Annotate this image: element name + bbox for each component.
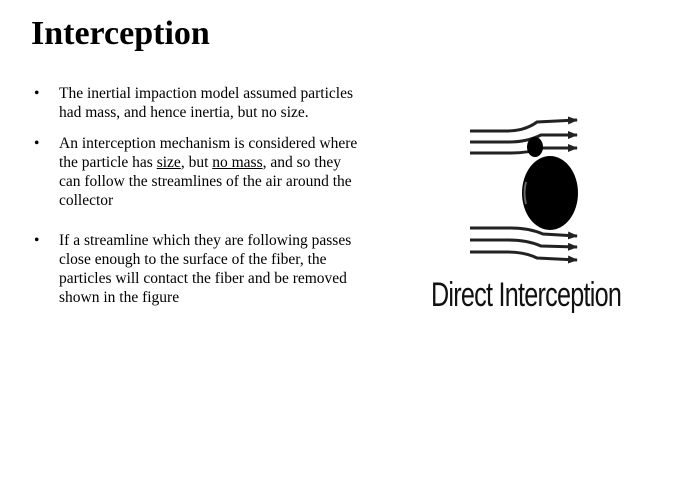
figure-caption: Direct Interception xyxy=(431,276,622,314)
bullet-text-part: An interception mechanism is considered where the particle has xyxy=(59,135,358,171)
bullet-list xyxy=(34,84,364,307)
bullet-text-part: , but xyxy=(180,154,213,171)
bullet-text-part: , and so they can follow the streamlines of the air around the collector xyxy=(59,154,352,209)
streamline xyxy=(470,240,577,247)
fiber-collector xyxy=(522,156,578,230)
underlined-term-no-mass: no mass xyxy=(212,154,263,171)
interception-diagram xyxy=(425,100,665,275)
bullet-marker: • xyxy=(34,85,40,102)
streamline xyxy=(470,252,577,260)
slide-title: Interception xyxy=(31,15,210,52)
bullet-marker: • xyxy=(34,135,40,152)
bullet-marker: • xyxy=(34,232,40,249)
bullet-item xyxy=(34,84,364,122)
bullet-text: The inertial impaction model assumed particles had mass, and hence inertia, but no size. xyxy=(59,85,353,121)
bullet-text xyxy=(59,135,357,209)
interception-figure xyxy=(425,100,665,330)
bullet-item xyxy=(34,134,364,210)
bullet-item xyxy=(34,231,364,307)
bullet-text: If a streamline which they are following passes close enough to the surface of the fiber, the particles will contact the fiber and be removed shown in the figure xyxy=(59,232,352,306)
streamline xyxy=(470,228,577,236)
particle xyxy=(527,137,543,157)
underlined-term-size: size xyxy=(156,154,181,171)
streamline xyxy=(470,120,577,131)
streamline xyxy=(470,148,577,153)
streamline xyxy=(470,135,577,142)
